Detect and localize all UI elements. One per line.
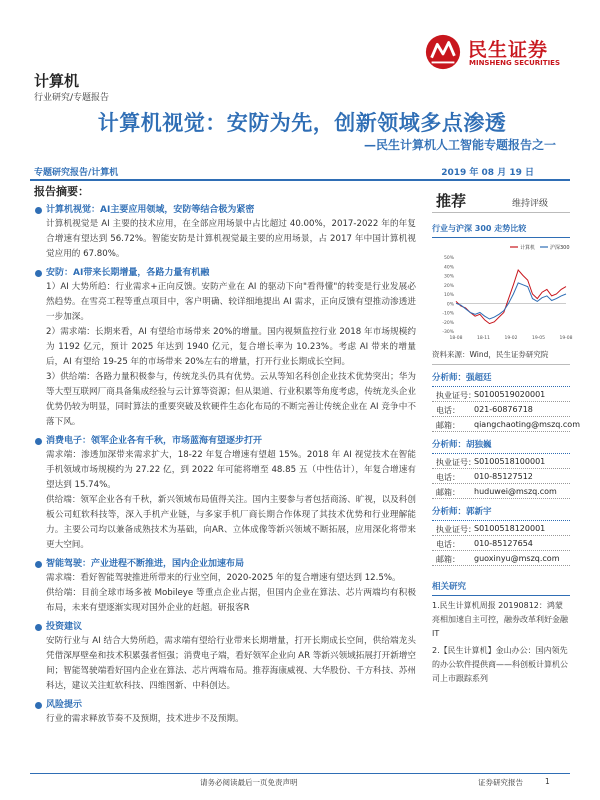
info-bar	[30, 163, 570, 179]
analyst-row: 邮箱： qiangchaoting@mszq.com	[432, 417, 570, 432]
summary-column	[34, 183, 416, 727]
x-tick-label: 19-05	[531, 336, 546, 341]
analyst-row: 执业证号： S0100518100001	[432, 454, 570, 469]
company-logo	[424, 33, 574, 73]
section-heading: 消费电子：领军企业各有千秋，市场蓝海有望逐步打开	[34, 435, 416, 448]
y-tick-label: 20%	[443, 283, 454, 289]
section-body: 计算机视觉是 AI 主要的技术应用，在全部应用场景中占比超过 40.00%，2017-2022 年的年复合增速有望达到 56.72%。智能安防是计算机视觉最主要的应用场景，占 2017 年中国计算机视觉应用的 67.80%。	[46, 219, 416, 259]
sidebar	[432, 189, 580, 686]
section-paragraph: 2）需求端：长期来看，AI 有望给市场带来 20%的增量。国内视频监控行业 2018 年市场规模约为 1192 亿元，预计 2025 年达到 1940 亿元，复合增长率为 10.23%。考虑 AI 带来的增量后，AI 有望给 19-25 年的市场带来 20%左右的增量，打开行业长期成长空间。	[46, 327, 416, 367]
y-tick-label: -30%	[442, 330, 454, 335]
y-tick-label: 40%	[443, 265, 454, 271]
analyst-heading: 分析师：胡独巍	[432, 438, 570, 454]
bullet-icon	[35, 702, 42, 709]
bullet-icon	[35, 624, 42, 631]
analyst-row: 电话： 010-85127512	[432, 469, 570, 484]
section-paragraph: 1）AI 大势所趋：行业需求+正向反馈。安防产业在 AI 的驱动下向"看得懂"的转变是行业发展必然趋势。在雪亮工程等重点项目中，客户明确、较详细地提出 AI 需求，正向反馈有望推动渗透进一步加深。	[46, 282, 416, 322]
section-cv	[34, 204, 416, 262]
section-paragraph: 供给端：领军企业各有千秋，新兴领域布局值得关注。国内主要参与者包括商汤、旷视，以及科创板公司虹软科技等，深入手机产业链，与多家手机厂商长期合作体现了其技术优势和行业理解能力。主要公司均以兼备成熟技术为基础，向AR、立体成像等新兴领域不断拓展，应用深化将带来更大空间。	[46, 495, 416, 550]
report-title: 计算机视觉：安防为先，创新领域多点渗透	[97, 111, 507, 135]
analyst-row: 电话： 021-60876718	[432, 402, 570, 417]
legend-label: 沪深300	[550, 245, 570, 251]
section-body: 行业的需求释放节奏不及预期，技术进步不及预期。	[46, 714, 244, 724]
chart-title: 行业与沪深 300 走势比较	[432, 223, 570, 238]
analyst-row: 执业证号： S0100518120001	[432, 521, 570, 536]
logo-text-en: MINSHENG SECURITIES	[469, 59, 560, 67]
rating-box	[432, 189, 570, 213]
section-consumer-electronics	[34, 435, 416, 553]
analyst-heading: 分析师：强超廷	[432, 371, 570, 387]
section-paragraph: 需求端：看好智能驾驶推进所带来的行业空间，2020-2025 年的复合增速有望达到 12.5%。	[46, 573, 401, 583]
footer-label: 证券研究报告	[478, 778, 523, 787]
bullet-icon	[35, 438, 42, 445]
y-tick-label: 0%	[446, 302, 454, 308]
minsheng-logo-icon	[424, 33, 462, 71]
logo-text-cn: 民生证券	[468, 39, 549, 61]
analyst-row: 执业证号： S0100519020001	[432, 387, 570, 402]
footer-divider	[30, 773, 570, 774]
chart-source: 资料来源：Wind，民生证券研究院	[432, 349, 570, 365]
bullet-icon	[35, 561, 42, 568]
analyst-row: 电话： 010-85127654	[432, 536, 570, 551]
section-paragraph: 3）供给端：各路力量积极参与，传统龙头仍具有优势。云从等知名科创企业技术优势突出；华为等大型互联网厂商具备集成经验与云计算等资源；但从渠道、行业积累等角度考虑，传统龙头企业优势仍较为明显，同时算法的重要突破及软硬件生态化布局的不断完善让传统企业在 AI 竞争中不落下风。	[46, 372, 416, 427]
x-tick-label: 19-08	[559, 336, 573, 341]
performance-chart	[432, 241, 573, 343]
section-investment	[34, 621, 416, 694]
x-tick-label: 18-11	[476, 336, 491, 341]
y-tick-label: -20%	[442, 320, 454, 326]
section-heading: 智能驾驶：产业进程不断推进，国内企业加速布局	[34, 558, 416, 571]
section-heading: 计算机视觉：AI主要应用领域，安防等结合极为紧密	[34, 204, 416, 217]
page-number: 1	[545, 777, 550, 786]
chart-svg	[432, 241, 573, 343]
section-security	[34, 267, 416, 430]
section-risk	[34, 699, 416, 727]
section-heading: 风险提示	[34, 699, 416, 712]
bullet-icon	[35, 207, 42, 214]
industry-label: 计算机	[34, 72, 80, 90]
x-tick-label: 19-02	[504, 336, 518, 341]
divider	[30, 179, 570, 181]
report-date: 2019 年 08 月 19 日	[441, 168, 534, 178]
related-research-link[interactable]: 1.民生计算机周报 20190812：鸿蒙亮相加速自主可控，融券改革利好金融 IT	[432, 601, 568, 638]
recommendation: 推荐	[436, 192, 467, 210]
section-heading: 投资建议	[34, 621, 416, 634]
rating-status: 维持评级	[512, 199, 549, 209]
related-research-heading: 相关研究	[432, 580, 570, 596]
x-tick-label: 18-08	[449, 336, 463, 341]
disclaimer-note: 请务必阅读最后一页免责声明	[200, 778, 298, 787]
report-subtitle: —民生计算机人工智能专题报告之一	[363, 138, 556, 152]
analyst-row: 邮箱： huduwei@mszq.com	[432, 484, 570, 499]
y-tick-label: -10%	[442, 311, 454, 317]
summary-label: 报告摘要：	[34, 185, 89, 198]
section-autonomous-driving	[34, 558, 416, 616]
y-tick-label: 10%	[443, 293, 454, 298]
report-category: 专题研究报告/计算机	[34, 168, 119, 178]
analyst-heading: 分析师：郭新宇	[432, 505, 570, 521]
section-paragraph: 供给端：目前全球市场多被 Mobileye 等重点企业占据，但国内企业在算法、芯片两端均有积极布局，未来有望逐渐实现对国外企业的赶超。研报客R	[46, 588, 416, 613]
bullet-icon	[35, 270, 42, 277]
series-line-hs300	[456, 283, 566, 319]
series-line-computer	[456, 270, 566, 324]
y-tick-label: 50%	[443, 256, 454, 261]
section-body: 安防行业与 AI 结合大势所趋，需求端有望给行业带来长期增量，打开长期成长空间，供给端龙头凭借深厚壁垒和技术积累强者恒强；消费电子端，看好领军企业向 AR 等新兴领域拓展打开新增空间；智能驾驶端看好国内企业在算法、芯片两端布局。推荐海康威视、大华股份、千方科技、苏州科达，建议关注虹软科技、四维图新、中科创达。	[46, 636, 416, 691]
analyst-row: 邮箱： guoxinyu@mszq.com	[432, 551, 570, 566]
legend-label: 计算机	[520, 245, 536, 251]
related-research-link[interactable]: 2.【民生计算机】金山办公：国内领先的办公软件提供商——科创板计算机公司上市跟踪系列	[432, 646, 568, 683]
section-heading: 安防：AI带来长期增量，各路力量有机融	[34, 267, 416, 280]
report-type: 行业研究/专题报告	[34, 93, 110, 103]
y-tick-label: 30%	[443, 274, 454, 280]
section-paragraph: 需求端：渗透加深带来需求扩大，18-22 年复合增速有望超 15%。2018 年 AI 视觉技术在智能手机领域市场规模约为 27.22 亿，到 2022 年可能将增至 48.85 五（中性估计），年复合增速有望达到 15.74%。	[46, 450, 416, 490]
